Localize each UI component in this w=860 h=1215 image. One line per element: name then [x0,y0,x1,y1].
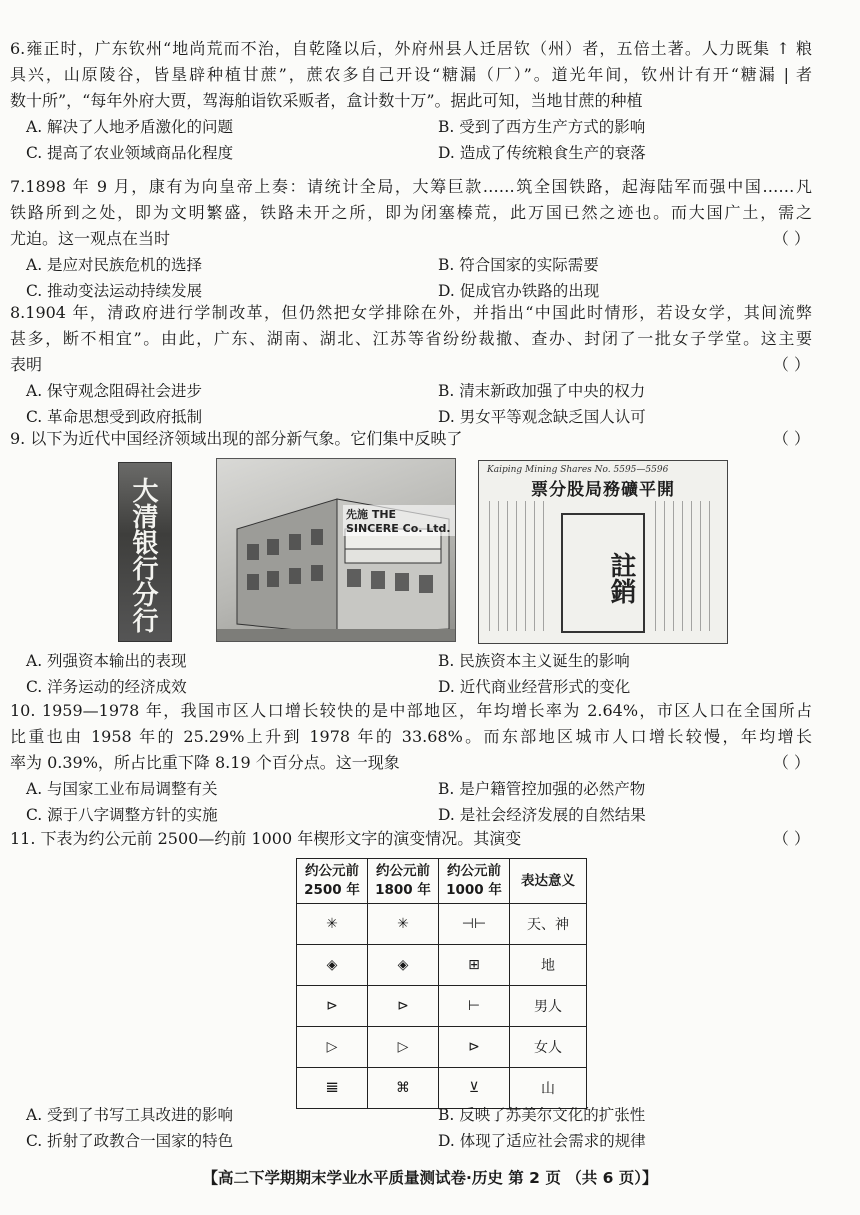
q7-option-d[interactable]: D. 促成官办铁路的出现 [438,282,600,300]
q9-options-row-1 [10,648,812,674]
question-8 [10,300,812,430]
glyph-woman-2500: ▷ [297,1027,368,1068]
question-11-options [10,1102,812,1154]
q9-option-b[interactable]: B. 民族资本主义诞生的影响 [438,652,630,670]
meaning-woman: 女人 [510,1027,587,1068]
header-meaning: 表达意义 [510,859,587,904]
q10-line-3-text: 率为 0.39%，所占比重下降 8.19 个百分点。这一现象 [10,753,400,772]
sincere-sign-text: 先施 THE SINCERE Co. Ltd. [343,505,455,536]
q8-option-c[interactable]: C. 革命思想受到政府抵制 [26,408,203,426]
glyph-earth-1000: ⊞ [439,945,510,986]
q11-answer-bracket[interactable]: （ ） [772,829,810,848]
certificate-header: Kaiping Mining Shares No. 5595—5596 [487,465,669,475]
q9-options-row-2 [10,674,812,700]
q11-option-a[interactable]: A. 受到了书写工具改进的影响 [26,1106,234,1124]
glyph-sky-1000: ⊣⊢ [439,904,510,945]
glyph-earth-1800: ◈ [368,945,439,986]
q9-images [0,458,860,644]
kaiping-share-certificate [478,460,728,644]
q10-options-row-2 [10,802,812,828]
q10-option-b[interactable]: B. 是户籍管控加强的必然产物 [438,780,646,798]
q7-options-row-1 [10,252,812,278]
meaning-man: 男人 [510,986,587,1027]
q10-line-2: 比重也由 1958 年的 25.29%上升到 1978 年的 33.68%。而东部地区城市人口增长较慢，年均增长 [10,727,812,746]
glyph-mountain-1000: ⊻ [439,1068,510,1109]
sincere-store-photo [216,458,456,642]
glyph-man-1800: ⊳ [368,986,439,1027]
certificate-cancel-stamp: 註銷 [561,513,645,633]
glyph-man-1000: ⊢ [439,986,510,1027]
q9-option-d[interactable]: D. 近代商业经营形式的变化 [438,678,631,696]
header-1800bc: 约公元前 1800 年 [368,859,439,904]
q9-option-a[interactable]: A. 列强资本输出的表现 [26,652,187,670]
q6-option-b[interactable]: B. 受到了西方生产方式的影响 [438,118,646,136]
q6-option-d[interactable]: D. 造成了传统粮食生产的衰落 [438,144,646,162]
q10-option-d[interactable]: D. 是社会经济发展的自然结果 [438,806,646,824]
q7-line-3-text: 尤迫。这一观点在当时 [10,229,171,248]
q8-line-3-text: 表明 [10,355,43,374]
glyph-earth-2500: ◈ [297,945,368,986]
certificate-title: 票分股局務礦平開 [531,480,675,500]
glyph-sky-1800: ✳ [368,904,439,945]
q6-options-row-1 [10,114,812,140]
glyph-man-2500: ⊳ [297,986,368,1027]
q9-answer-bracket[interactable]: （ ） [772,429,810,448]
glyph-mountain-1800: ⌘ [368,1068,439,1109]
q10-option-a[interactable]: A. 与国家工业布局调整有关 [26,780,218,798]
q11-options-row-2 [10,1128,812,1154]
q7-answer-bracket[interactable]: （ ） [772,229,810,248]
q8-line-3 [10,352,812,378]
question-7 [10,174,812,304]
q7-option-c[interactable]: C. 推动变法运动持续发展 [26,282,203,300]
certificate-text-columns-right [655,501,715,631]
q8-option-d[interactable]: D. 男女平等观念缺乏国人认可 [438,408,646,426]
q6-line-2: 具兴，山原陵谷，皆垦辟种植甘蔗”，蔗农多自己开设“糖漏（厂）”。道光年间，钦州计有开“糖漏 | 者 [10,65,812,84]
q9-option-c[interactable]: C. 洋务运动的经济成效 [26,678,187,696]
table-row [297,904,587,945]
glyph-woman-1000: ⊳ [439,1027,510,1068]
cuneiform-table [296,858,587,1109]
table-row [297,945,587,986]
q6-option-a[interactable]: A. 解决了人地矛盾激化的问题 [26,118,234,136]
q8-answer-bracket[interactable]: （ ） [772,355,810,374]
q7-line-2: 铁路所到之处，即为文明繁盛，铁路未开之所，即为闭塞榛荒，此万国已然之迹也。而大国广土，需之 [10,203,812,222]
q6-option-c[interactable]: C. 提高了农业领域商品化程度 [26,144,234,162]
q6-line-3: 数十所”，“每年外府大贾，驾海舶诣钦采贩者，盒计数十万”。据此可知，当地甘蔗的种植 [10,91,643,110]
q6-options-row-2 [10,140,812,166]
q10-line-3 [10,750,812,776]
glyph-sky-2500: ✳ [297,904,368,945]
q10-options-row-1 [10,776,812,802]
cuneiform-header-row [297,859,587,904]
table-row [297,1027,587,1068]
q10-answer-bracket[interactable]: （ ） [772,753,810,772]
meaning-sky: 天、神 [510,904,587,945]
q6-line-1: 6.雍正时，广东钦州“地尚荒而不治，自乾隆以后，外府州县人迁居钦（州）者，五倍土著。人力既集 ↑ 粮 [10,39,812,58]
page-footer: 【高二下学期期末学业水平质量测试卷·历史 第 2 页 （共 6 页）】 [202,1169,658,1187]
q8-option-a[interactable]: A. 保守观念阻碍社会进步 [26,382,203,400]
q8-option-b[interactable]: B. 清末新政加强了中央的权力 [438,382,646,400]
q11-option-c[interactable]: C. 折射了政教合一国家的特色 [26,1132,234,1150]
bank-plaque-text: 大清银行分行 [128,477,158,633]
glyph-woman-1800: ▷ [368,1027,439,1068]
q11-options-row-1 [10,1102,812,1128]
header-2500bc: 约公元前 2500 年 [297,859,368,904]
q11-option-b[interactable]: B. 反映了苏美尔文化的扩张性 [438,1106,646,1124]
q9-line-1 [10,426,812,452]
question-9-options [10,648,812,700]
glyph-mountain-2500: 𝌆 [297,1068,368,1109]
q11-option-d[interactable]: D. 体现了适应社会需求的规律 [438,1132,646,1150]
certificate-text-columns-left [489,501,549,631]
q9-line-1-text: 9. 以下为近代中国经济领域出现的部分新气象。它们集中反映了 [10,429,463,448]
question-6 [10,36,812,166]
q7-line-1: 7.1898 年 9 月，康有为向皇帝上奏：请统计全局，大筹巨款……筑全国铁路，起海陆军而强中国……凡 [10,177,812,196]
meaning-mountain: 山 [510,1068,587,1109]
question-11 [10,826,812,852]
q10-option-c[interactable]: C. 源于八字调整方针的实施 [26,806,218,824]
question-9 [10,426,812,452]
bank-plaque-photo [118,462,172,642]
q7-option-b[interactable]: B. 符合国家的实际需要 [438,256,599,274]
meaning-earth: 地 [510,945,587,986]
sincere-building-drawing [217,459,455,641]
q10-line-1: 10. 1959—1978 年，我国市区人口增长较快的是中部地区，年均增长率为 2.64%，市区人口在全国所占 [10,701,812,720]
header-1000bc: 约公元前 1000 年 [439,859,510,904]
question-10 [10,698,812,828]
q7-option-a[interactable]: A. 是应对民族危机的选择 [26,256,203,274]
q8-line-1: 8.1904 年，清政府进行学制改革，但仍然把女学排除在外，并指出“中国此时情形，若设女学，其间流弊 [10,303,812,322]
q8-options-row-1 [10,378,812,404]
q8-line-2: 甚多，断不相宜”。由此，广东、湖南、湖北、江苏等省纷纷裁撤、查办、封闭了一批女子学堂。这主要 [10,329,812,348]
table-row [297,986,587,1027]
q11-line-1-text: 11. 下表为约公元前 2500—约前 1000 年楔形文字的演变情况。其演变 [10,829,522,848]
q7-line-3 [10,226,812,252]
q11-line-1 [10,826,812,852]
